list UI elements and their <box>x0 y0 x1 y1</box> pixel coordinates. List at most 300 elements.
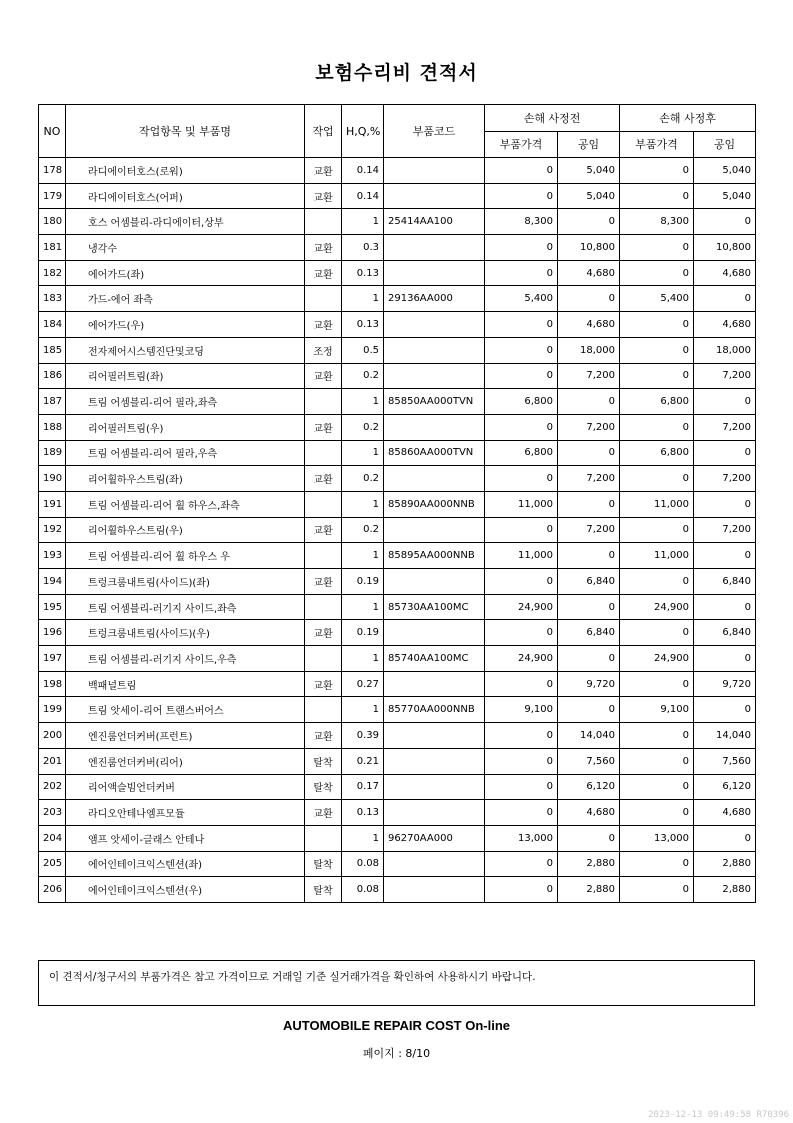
row-after-part-price: 0 <box>620 183 694 209</box>
row-after-part-price: 0 <box>620 337 694 363</box>
row-after-labor: 7,200 <box>694 466 756 492</box>
row-after-labor: 10,800 <box>694 235 756 261</box>
table-row <box>39 671 756 697</box>
row-hq: 0.19 <box>342 620 384 646</box>
row-before-part-price: 6,800 <box>485 389 558 415</box>
row-before-labor: 0 <box>558 286 620 312</box>
row-item-name: 리어액슬빔언더커버 <box>66 774 305 800</box>
row-item-name: 리어휠하우스트림(우) <box>66 517 305 543</box>
row-before-labor: 0 <box>558 594 620 620</box>
row-hq: 1 <box>342 286 384 312</box>
row-no: 201 <box>39 748 66 774</box>
row-work: 교환 <box>305 569 342 595</box>
header-before-part-price: 부품가격 <box>485 131 558 158</box>
row-part-code: 29136AA000 <box>384 286 485 312</box>
row-work <box>305 543 342 569</box>
row-after-part-price: 13,000 <box>620 825 694 851</box>
row-part-code: 85860AA000TVN <box>384 440 485 466</box>
row-hq: 0.08 <box>342 877 384 903</box>
row-hq: 0.2 <box>342 466 384 492</box>
estimate-table <box>38 104 756 903</box>
table-row <box>39 209 756 235</box>
row-before-labor: 0 <box>558 389 620 415</box>
table-row <box>39 697 756 723</box>
row-work: 교환 <box>305 620 342 646</box>
row-item-name: 라디에이터호스(어퍼) <box>66 183 305 209</box>
header-before: 손해 사정전 <box>485 105 620 132</box>
table-row <box>39 286 756 312</box>
row-before-labor: 2,880 <box>558 877 620 903</box>
row-item-name: 에어가드(우) <box>66 312 305 338</box>
row-item-name: 리어필러트림(좌) <box>66 363 305 389</box>
row-no: 202 <box>39 774 66 800</box>
row-no: 192 <box>39 517 66 543</box>
row-no: 195 <box>39 594 66 620</box>
row-no: 190 <box>39 466 66 492</box>
row-no: 200 <box>39 723 66 749</box>
row-hq: 0.3 <box>342 235 384 261</box>
row-part-code <box>384 620 485 646</box>
row-before-part-price: 11,000 <box>485 543 558 569</box>
row-no: 206 <box>39 877 66 903</box>
table-row <box>39 260 756 286</box>
row-item-name: 라디에이터호스(로워) <box>66 158 305 184</box>
row-hq: 1 <box>342 440 384 466</box>
header-code: 부품코드 <box>384 105 485 158</box>
row-after-part-price: 0 <box>620 235 694 261</box>
table-row <box>39 183 756 209</box>
row-item-name: 냉각수 <box>66 235 305 261</box>
row-work <box>305 646 342 672</box>
page-number: 페이지 : 8/10 <box>362 1047 431 1060</box>
row-part-code <box>384 800 485 826</box>
row-after-part-price: 11,000 <box>620 491 694 517</box>
row-part-code <box>384 183 485 209</box>
row-part-code: 85850AA000TVN <box>384 389 485 415</box>
row-part-code <box>384 569 485 595</box>
row-work: 조정 <box>305 337 342 363</box>
row-part-code: 85730AA100MC <box>384 594 485 620</box>
row-work: 교환 <box>305 517 342 543</box>
row-before-labor: 0 <box>558 825 620 851</box>
row-part-code <box>384 363 485 389</box>
table-row <box>39 363 756 389</box>
row-part-code <box>384 414 485 440</box>
row-after-part-price: 0 <box>620 877 694 903</box>
row-item-name: 트림 어셈블리-리어 필라,좌측 <box>66 389 305 415</box>
price-notice: 이 견적서/청구서의 부품가격은 참고 가격이므로 거래일 기준 실거래가격을 확인하여 사용하시기 바랍니다. <box>38 960 755 1006</box>
row-before-labor: 5,040 <box>558 158 620 184</box>
row-after-labor: 4,680 <box>694 312 756 338</box>
row-no: 203 <box>39 800 66 826</box>
row-after-part-price: 24,900 <box>620 594 694 620</box>
row-after-part-price: 0 <box>620 800 694 826</box>
row-work: 교환 <box>305 671 342 697</box>
row-work <box>305 209 342 235</box>
row-hq: 0.5 <box>342 337 384 363</box>
row-work: 교환 <box>305 363 342 389</box>
row-no: 204 <box>39 825 66 851</box>
table-row <box>39 440 756 466</box>
row-before-labor: 7,560 <box>558 748 620 774</box>
row-before-part-price: 0 <box>485 312 558 338</box>
row-hq: 0.17 <box>342 774 384 800</box>
row-hq: 0.21 <box>342 748 384 774</box>
row-hq: 0.13 <box>342 260 384 286</box>
row-hq: 0.39 <box>342 723 384 749</box>
row-before-part-price: 0 <box>485 620 558 646</box>
row-hq: 0.14 <box>342 158 384 184</box>
table-row <box>39 158 756 184</box>
row-part-code <box>384 748 485 774</box>
row-hq: 0.27 <box>342 671 384 697</box>
row-no: 188 <box>39 414 66 440</box>
header-after-part-price: 부품가격 <box>620 131 694 158</box>
row-before-labor: 18,000 <box>558 337 620 363</box>
row-before-labor: 6,120 <box>558 774 620 800</box>
table-row <box>39 851 756 877</box>
row-before-labor: 2,880 <box>558 851 620 877</box>
row-hq: 1 <box>342 491 384 517</box>
header-no: NO <box>39 105 66 158</box>
row-after-labor: 0 <box>694 389 756 415</box>
row-after-part-price: 0 <box>620 517 694 543</box>
row-before-labor: 0 <box>558 646 620 672</box>
row-hq: 1 <box>342 646 384 672</box>
row-before-part-price: 9,100 <box>485 697 558 723</box>
row-no: 199 <box>39 697 66 723</box>
row-work: 교환 <box>305 260 342 286</box>
row-work: 탈착 <box>305 877 342 903</box>
table-row <box>39 414 756 440</box>
table-row <box>39 877 756 903</box>
row-no: 181 <box>39 235 66 261</box>
row-after-part-price: 0 <box>620 414 694 440</box>
row-no: 180 <box>39 209 66 235</box>
row-part-code: 85890AA000NNB <box>384 491 485 517</box>
row-work <box>305 594 342 620</box>
row-before-part-price: 13,000 <box>485 825 558 851</box>
row-before-labor: 6,840 <box>558 569 620 595</box>
row-after-part-price: 11,000 <box>620 543 694 569</box>
row-after-labor: 0 <box>694 209 756 235</box>
row-item-name: 트림 어셈블리-리어 휠 하우스 우 <box>66 543 305 569</box>
row-after-labor: 14,040 <box>694 723 756 749</box>
row-part-code <box>384 723 485 749</box>
table-row <box>39 543 756 569</box>
row-before-labor: 6,840 <box>558 620 620 646</box>
row-part-code <box>384 260 485 286</box>
row-item-name: 백패널트림 <box>66 671 305 697</box>
row-before-part-price: 0 <box>485 260 558 286</box>
row-item-name: 엔진룸언더커버(리어) <box>66 748 305 774</box>
row-hq: 1 <box>342 697 384 723</box>
row-after-part-price: 5,400 <box>620 286 694 312</box>
row-before-labor: 10,800 <box>558 235 620 261</box>
row-before-part-price: 24,900 <box>485 594 558 620</box>
row-after-labor: 6,120 <box>694 774 756 800</box>
row-hq: 0.13 <box>342 800 384 826</box>
header-after-labor: 공임 <box>694 131 756 158</box>
row-before-part-price: 5,400 <box>485 286 558 312</box>
row-after-labor: 5,040 <box>694 183 756 209</box>
table-row <box>39 517 756 543</box>
table-header <box>39 105 756 158</box>
row-part-code <box>384 851 485 877</box>
row-after-labor: 4,680 <box>694 260 756 286</box>
row-no: 178 <box>39 158 66 184</box>
row-before-part-price: 0 <box>485 851 558 877</box>
row-no: 189 <box>39 440 66 466</box>
table-row <box>39 569 756 595</box>
row-work <box>305 286 342 312</box>
table-row <box>39 774 756 800</box>
row-before-labor: 7,200 <box>558 414 620 440</box>
row-no: 183 <box>39 286 66 312</box>
row-before-labor: 0 <box>558 440 620 466</box>
row-part-code: 85740AA100MC <box>384 646 485 672</box>
row-before-labor: 0 <box>558 543 620 569</box>
print-timestamp: 2023-12-13 09:49:58 R70396 <box>648 1110 789 1120</box>
row-before-part-price: 0 <box>485 800 558 826</box>
row-part-code: 85770AA000NNB <box>384 697 485 723</box>
row-item-name: 에어인테이크익스텐션(좌) <box>66 851 305 877</box>
row-part-code <box>384 235 485 261</box>
row-item-name: 엔진룸언더커버(프런트) <box>66 723 305 749</box>
row-after-labor: 0 <box>694 543 756 569</box>
header-hq: H,Q,% <box>342 105 384 158</box>
row-after-part-price: 0 <box>620 851 694 877</box>
row-hq: 1 <box>342 825 384 851</box>
row-work: 교환 <box>305 723 342 749</box>
row-work: 탈착 <box>305 851 342 877</box>
row-before-labor: 0 <box>558 209 620 235</box>
row-work: 교환 <box>305 800 342 826</box>
row-before-part-price: 0 <box>485 337 558 363</box>
row-item-name: 라디오안테나엠프모듈 <box>66 800 305 826</box>
table-body <box>39 158 756 903</box>
row-after-labor: 0 <box>694 825 756 851</box>
row-before-part-price: 0 <box>485 748 558 774</box>
row-after-labor: 0 <box>694 286 756 312</box>
row-hq: 0.2 <box>342 363 384 389</box>
row-item-name: 호스 어셈블리-라디에이터,상부 <box>66 209 305 235</box>
row-hq: 0.2 <box>342 517 384 543</box>
row-part-code <box>384 774 485 800</box>
row-after-labor: 0 <box>694 697 756 723</box>
row-work: 교환 <box>305 158 342 184</box>
row-before-part-price: 0 <box>485 774 558 800</box>
row-after-labor: 18,000 <box>694 337 756 363</box>
row-item-name: 트림 어셈블리-리어 필라,우측 <box>66 440 305 466</box>
row-item-name: 전자제어시스템진단및코딩 <box>66 337 305 363</box>
table-row <box>39 337 756 363</box>
document-title: 보험수리비 견적서 <box>315 62 478 84</box>
row-item-name: 트렁크룸내트림(사이드)(우) <box>66 620 305 646</box>
row-hq: 1 <box>342 543 384 569</box>
row-no: 194 <box>39 569 66 595</box>
row-after-part-price: 6,800 <box>620 440 694 466</box>
row-before-labor: 0 <box>558 697 620 723</box>
row-after-labor: 7,200 <box>694 517 756 543</box>
row-work <box>305 440 342 466</box>
row-work <box>305 491 342 517</box>
row-after-part-price: 24,900 <box>620 646 694 672</box>
row-no: 179 <box>39 183 66 209</box>
row-after-labor: 7,200 <box>694 414 756 440</box>
header-item: 작업항목 및 부품명 <box>66 105 305 158</box>
row-work <box>305 825 342 851</box>
header-before-labor: 공임 <box>558 131 620 158</box>
row-no: 191 <box>39 491 66 517</box>
brand-footer: AUTOMOBILE REPAIR COST On-line <box>282 1018 511 1033</box>
row-after-part-price: 0 <box>620 671 694 697</box>
row-before-part-price: 8,300 <box>485 209 558 235</box>
table-row <box>39 825 756 851</box>
row-part-code <box>384 312 485 338</box>
row-hq: 0.2 <box>342 414 384 440</box>
row-item-name: 트림 어셈블리-러기지 사이드,좌측 <box>66 594 305 620</box>
table-row <box>39 466 756 492</box>
row-after-part-price: 0 <box>620 260 694 286</box>
row-before-part-price: 0 <box>485 466 558 492</box>
row-after-labor: 6,840 <box>694 620 756 646</box>
row-after-labor: 0 <box>694 440 756 466</box>
table-row <box>39 235 756 261</box>
row-after-part-price: 9,100 <box>620 697 694 723</box>
row-part-code: 25414AA100 <box>384 209 485 235</box>
row-after-part-price: 0 <box>620 312 694 338</box>
row-part-code <box>384 466 485 492</box>
row-after-part-price: 0 <box>620 774 694 800</box>
table-row <box>39 646 756 672</box>
row-work <box>305 697 342 723</box>
row-after-part-price: 8,300 <box>620 209 694 235</box>
row-work: 교환 <box>305 414 342 440</box>
row-part-code: 96270AA000 <box>384 825 485 851</box>
row-after-labor: 2,880 <box>694 851 756 877</box>
row-no: 198 <box>39 671 66 697</box>
row-part-code <box>384 158 485 184</box>
row-part-code <box>384 337 485 363</box>
row-before-part-price: 0 <box>485 183 558 209</box>
row-item-name: 리어필러트림(우) <box>66 414 305 440</box>
table-row <box>39 594 756 620</box>
row-no: 184 <box>39 312 66 338</box>
row-before-part-price: 24,900 <box>485 646 558 672</box>
row-no: 186 <box>39 363 66 389</box>
row-hq: 0.19 <box>342 569 384 595</box>
row-item-name: 리어휠하우스트림(좌) <box>66 466 305 492</box>
row-before-labor: 7,200 <box>558 466 620 492</box>
row-after-labor: 6,840 <box>694 569 756 595</box>
row-no: 193 <box>39 543 66 569</box>
row-hq: 0.14 <box>342 183 384 209</box>
row-before-part-price: 0 <box>485 671 558 697</box>
row-after-labor: 4,680 <box>694 800 756 826</box>
row-before-part-price: 0 <box>485 517 558 543</box>
table-row <box>39 389 756 415</box>
row-hq: 0.13 <box>342 312 384 338</box>
row-before-part-price: 0 <box>485 158 558 184</box>
row-after-part-price: 0 <box>620 569 694 595</box>
row-item-name: 트렁크룸내트림(사이드)(좌) <box>66 569 305 595</box>
row-before-part-price: 0 <box>485 363 558 389</box>
row-after-part-price: 0 <box>620 466 694 492</box>
row-no: 205 <box>39 851 66 877</box>
row-before-part-price: 11,000 <box>485 491 558 517</box>
row-work: 탈착 <box>305 748 342 774</box>
row-work: 교환 <box>305 466 342 492</box>
row-after-labor: 0 <box>694 594 756 620</box>
row-hq: 1 <box>342 209 384 235</box>
row-item-name: 앰프 앗세이-글래스 안테나 <box>66 825 305 851</box>
row-item-name: 트림 앗세이-리어 트랜스버어스 <box>66 697 305 723</box>
row-item-name: 에어가드(좌) <box>66 260 305 286</box>
row-before-labor: 14,040 <box>558 723 620 749</box>
row-work: 교환 <box>305 183 342 209</box>
row-work: 교환 <box>305 235 342 261</box>
row-after-part-price: 0 <box>620 723 694 749</box>
row-before-labor: 7,200 <box>558 517 620 543</box>
table-row <box>39 800 756 826</box>
row-before-labor: 4,680 <box>558 260 620 286</box>
header-after: 손해 사정후 <box>620 105 756 132</box>
row-item-name: 가드-에어 좌측 <box>66 286 305 312</box>
row-after-part-price: 0 <box>620 620 694 646</box>
row-before-part-price: 0 <box>485 569 558 595</box>
row-after-part-price: 0 <box>620 158 694 184</box>
table-row <box>39 620 756 646</box>
row-after-part-price: 0 <box>620 748 694 774</box>
row-no: 182 <box>39 260 66 286</box>
table-row <box>39 312 756 338</box>
row-work: 탈착 <box>305 774 342 800</box>
row-work: 교환 <box>305 312 342 338</box>
row-no: 196 <box>39 620 66 646</box>
row-part-code <box>384 671 485 697</box>
row-after-labor: 0 <box>694 646 756 672</box>
row-before-labor: 4,680 <box>558 312 620 338</box>
row-hq: 1 <box>342 389 384 415</box>
row-before-part-price: 0 <box>485 414 558 440</box>
row-no: 197 <box>39 646 66 672</box>
row-item-name: 트림 어셈블리-러기지 사이드,우측 <box>66 646 305 672</box>
row-no: 187 <box>39 389 66 415</box>
row-before-labor: 9,720 <box>558 671 620 697</box>
row-before-labor: 0 <box>558 491 620 517</box>
table-row <box>39 723 756 749</box>
row-after-labor: 2,880 <box>694 877 756 903</box>
row-after-labor: 7,560 <box>694 748 756 774</box>
header-work: 작업 <box>305 105 342 158</box>
row-part-code: 85895AA000NNB <box>384 543 485 569</box>
table-row <box>39 748 756 774</box>
row-before-part-price: 0 <box>485 235 558 261</box>
row-work <box>305 389 342 415</box>
row-after-labor: 5,040 <box>694 158 756 184</box>
row-before-labor: 5,040 <box>558 183 620 209</box>
row-before-part-price: 0 <box>485 877 558 903</box>
table-row <box>39 491 756 517</box>
row-item-name: 트림 어셈블리-리어 휠 하우스,좌측 <box>66 491 305 517</box>
row-hq: 1 <box>342 594 384 620</box>
row-item-name: 에어인테이크익스텐션(우) <box>66 877 305 903</box>
row-hq: 0.08 <box>342 851 384 877</box>
row-after-labor: 7,200 <box>694 363 756 389</box>
row-no: 185 <box>39 337 66 363</box>
row-part-code <box>384 877 485 903</box>
